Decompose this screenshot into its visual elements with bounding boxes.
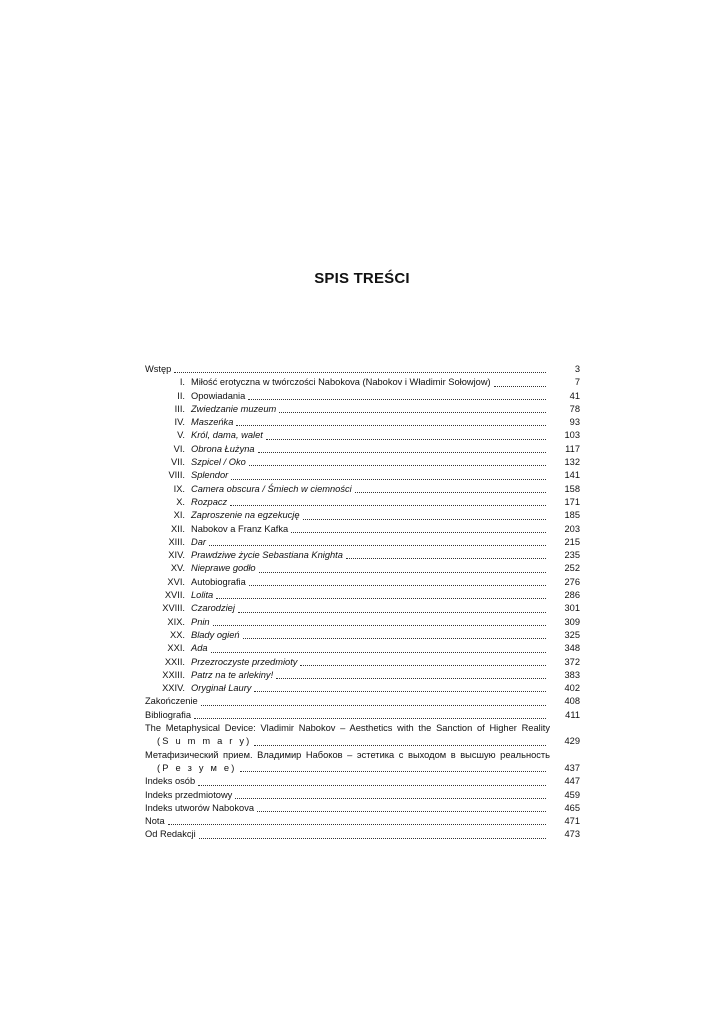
- toc-entry: [145, 815, 580, 828]
- leader-dots: [494, 380, 546, 387]
- toc-entry-intro: [145, 363, 580, 376]
- toc-entry: [145, 642, 580, 655]
- toc-entry-label: Ada: [191, 643, 208, 654]
- toc-entry-page: 276: [564, 576, 580, 587]
- chapter-number: X.: [176, 496, 185, 507]
- toc-entry-page: 348: [564, 643, 580, 654]
- chapter-list: [145, 376, 580, 695]
- toc-entry: [145, 656, 580, 669]
- leader-dots: [279, 406, 546, 413]
- leader-dots: [259, 566, 546, 573]
- table-of-contents: [145, 363, 580, 842]
- leader-dots: [194, 712, 546, 719]
- toc-entry-summary: [145, 722, 580, 749]
- toc-entry-page: 325: [564, 629, 580, 640]
- toc-entry-label: Oryginał Laury: [191, 683, 252, 694]
- leader-dots: [168, 818, 546, 825]
- toc-entry-label: Prawdziwe życie Sebastiana Knighta: [191, 550, 343, 561]
- toc-entry-label: Miłość erotyczna w twórczości Nabokova (Nabokov i Władimir Sołowjow): [191, 377, 491, 388]
- toc-entry-page: 158: [564, 483, 580, 494]
- toc-entry-label: Nabokov a Franz Kafka: [191, 523, 289, 534]
- leader-dots: [238, 606, 546, 613]
- leader-dots: [231, 473, 546, 480]
- chapter-number: IX.: [173, 483, 185, 494]
- leader-dots: [209, 539, 546, 546]
- chapter-number: XIX.: [167, 616, 185, 627]
- toc-entry-page: 185: [564, 510, 580, 521]
- toc-entry-label: Camera obscura / Śmiech w ciemności: [191, 483, 352, 494]
- toc-entry-label: Zakończenie: [145, 696, 198, 707]
- chapter-number: XVII.: [164, 590, 185, 601]
- toc-entry-label: Bibliografia: [145, 709, 191, 720]
- toc-entry-label: Od Redakcji: [145, 829, 196, 840]
- leader-dots: [355, 486, 546, 493]
- toc-entry-page: 471: [564, 816, 580, 827]
- toc-entry-resume: [145, 749, 580, 776]
- leader-dots: [240, 765, 546, 772]
- toc-entry-label: Czarodziej: [191, 603, 235, 614]
- toc-entry-page: 447: [564, 776, 580, 787]
- chapter-number: XXIII.: [162, 669, 185, 680]
- toc-entry-label: Indeks osób: [145, 776, 196, 787]
- toc-entry: [145, 443, 580, 456]
- chapter-number: XX.: [170, 629, 185, 640]
- toc-entry-page: 235: [564, 550, 580, 561]
- leader-dots: [300, 659, 546, 666]
- toc-entry-page: 372: [564, 656, 580, 667]
- leader-dots: [230, 499, 546, 506]
- toc-entry-label: Maszeńka: [191, 417, 234, 428]
- leader-dots: [258, 446, 546, 453]
- chapter-number: XII.: [171, 523, 185, 534]
- toc-entry-page: 203: [564, 523, 580, 534]
- leader-dots: [213, 619, 546, 626]
- toc-entry-label: Rozpacz: [191, 496, 228, 507]
- toc-entry-page: 141: [564, 470, 580, 481]
- chapter-number: I.: [179, 377, 185, 388]
- chapter-number: XXIV.: [162, 683, 185, 694]
- leader-dots: [248, 393, 546, 400]
- toc-entry-label: Obrona Łużyna: [191, 443, 255, 454]
- chapter-number: IV.: [174, 417, 185, 428]
- leader-dots: [201, 699, 546, 706]
- chapter-number: III.: [174, 403, 185, 414]
- toc-entry-page: 93: [569, 417, 580, 428]
- leader-dots: [211, 646, 546, 653]
- page-title: SPIS TREŚCI: [314, 270, 410, 287]
- toc-entry: [145, 629, 580, 642]
- toc-entry-page: 408: [564, 696, 580, 707]
- toc-entry-label: Pnin: [191, 616, 210, 627]
- toc-entry: [145, 682, 580, 695]
- toc-entry-label: Opowiadania: [191, 390, 246, 401]
- toc-entry-page: 383: [564, 669, 580, 680]
- toc-entry: [145, 536, 580, 549]
- chapter-number: XV.: [170, 563, 185, 574]
- toc-entry-label: Splendor: [191, 470, 229, 481]
- toc-entry-page: 309: [564, 616, 580, 627]
- toc-entry: [145, 828, 580, 841]
- toc-entry: [145, 469, 580, 482]
- toc-entry: [145, 589, 580, 602]
- toc-entry-label: Autobiografia: [191, 576, 246, 587]
- toc-entry-label: Метафизический прием. Владимир Набоков – эстетика с выходом в высшую реальность: [145, 749, 550, 760]
- toc-entry: [145, 775, 580, 788]
- toc-entry: [145, 523, 580, 536]
- toc-entry-page: 459: [564, 789, 580, 800]
- toc-entry-label: Wstęp: [145, 364, 172, 374]
- leader-dots: [236, 419, 546, 426]
- toc-entry-label: Lolita: [191, 590, 214, 601]
- toc-entry: [145, 562, 580, 575]
- toc-entry-page: 3: [574, 364, 580, 374]
- chapter-number: XVIII.: [162, 603, 185, 614]
- toc-entry-label: Patrz na te arlekiny!: [191, 669, 274, 680]
- leader-dots: [235, 792, 546, 799]
- toc-entry-page: 402: [564, 683, 580, 694]
- toc-entry: [145, 669, 580, 682]
- toc-entry-label: Nieprawe godło: [191, 563, 256, 574]
- leader-dots: [249, 579, 546, 586]
- toc-entry-page: 437: [564, 762, 580, 773]
- toc-entry: [145, 390, 580, 403]
- toc-entry: [145, 403, 580, 416]
- toc-entry-label: Dar: [191, 536, 206, 547]
- leader-dots: [254, 739, 546, 746]
- toc-entry-label: Indeks przedmiotowy: [145, 789, 233, 800]
- leader-dots: [346, 552, 546, 559]
- toc-entry-page: 78: [569, 403, 580, 414]
- chapter-number: II.: [177, 390, 185, 401]
- toc-entry: [145, 616, 580, 629]
- toc-entry: [145, 429, 580, 442]
- toc-entry-label: Indeks utworów Nabokova: [145, 802, 255, 813]
- toc-entry-label: Szpicel / Oko: [191, 457, 246, 468]
- toc-entry-label: Przezroczyste przedmioty: [191, 656, 298, 667]
- toc-entry-sublabel: (S u m m a r y): [157, 736, 252, 747]
- toc-entry: [145, 496, 580, 509]
- toc-entry: [145, 456, 580, 469]
- chapter-number: XXII.: [164, 656, 185, 667]
- toc-entry-label: Zwiedzanie muzeum: [191, 403, 277, 414]
- toc-entry-page: 117: [565, 443, 580, 454]
- chapter-number: XI.: [173, 510, 185, 521]
- toc-entry: [145, 802, 580, 815]
- toc-entry: [145, 789, 580, 802]
- toc-entry-page: 7: [574, 377, 580, 388]
- toc-entry: [145, 376, 580, 389]
- leader-dots: [303, 513, 546, 520]
- toc-entry: [145, 602, 580, 615]
- toc-entry: [145, 576, 580, 589]
- toc-entry-page: 252: [564, 563, 580, 574]
- chapter-number: VII.: [171, 457, 185, 468]
- leader-dots: [276, 672, 546, 679]
- toc-entry-label: Zaproszenie na egzekucję: [191, 510, 300, 521]
- toc-entry-page: 171: [564, 496, 580, 507]
- toc-entry-page: 132: [564, 457, 580, 468]
- toc-entry-label: Nota: [145, 816, 165, 827]
- toc-entry-page: 411: [565, 709, 580, 720]
- index-list: [145, 775, 580, 841]
- leader-dots: [266, 433, 546, 440]
- toc-entry-conclusion: [145, 695, 580, 708]
- toc-entry-label: Król, dama, walet: [191, 430, 263, 441]
- toc-entry: [145, 483, 580, 496]
- leader-dots: [199, 832, 546, 839]
- toc-entry-page: 215: [564, 536, 580, 547]
- toc-entry-page: 103: [564, 430, 580, 441]
- toc-entry-label: Blady ogień: [191, 629, 240, 640]
- leader-dots: [249, 459, 546, 466]
- toc-entry-sublabel: (Р е з у м е): [157, 762, 237, 773]
- chapter-number: XVI.: [167, 576, 185, 587]
- leader-dots: [257, 805, 546, 812]
- leader-dots: [254, 685, 546, 692]
- toc-entry-page: 465: [564, 802, 580, 813]
- toc-entry: [145, 549, 580, 562]
- chapter-number: VI.: [173, 443, 185, 454]
- toc-entry-label: The Metaphysical Device: Vladimir Nabokov – Aesthetics with the Sanction of Higher Reality: [145, 723, 550, 734]
- toc-entry-page: 473: [564, 829, 580, 840]
- toc-entry-page: 41: [569, 390, 580, 401]
- toc-entry-bibliography: [145, 709, 580, 722]
- chapter-number: VIII.: [168, 470, 185, 481]
- leader-dots: [174, 366, 546, 373]
- leader-dots: [291, 526, 546, 533]
- chapter-number: V.: [177, 430, 185, 441]
- chapter-number: XIII.: [168, 536, 185, 547]
- leader-dots: [243, 632, 546, 639]
- toc-entry: [145, 416, 580, 429]
- leader-dots: [198, 779, 546, 786]
- toc-entry-page: 301: [564, 603, 580, 614]
- toc-entry-page: 429: [564, 736, 580, 747]
- leader-dots: [216, 592, 546, 599]
- toc-entry: [145, 509, 580, 522]
- chapter-number: XXI.: [167, 643, 185, 654]
- chapter-number: XIV.: [168, 550, 185, 561]
- toc-entry-page: 286: [564, 590, 580, 601]
